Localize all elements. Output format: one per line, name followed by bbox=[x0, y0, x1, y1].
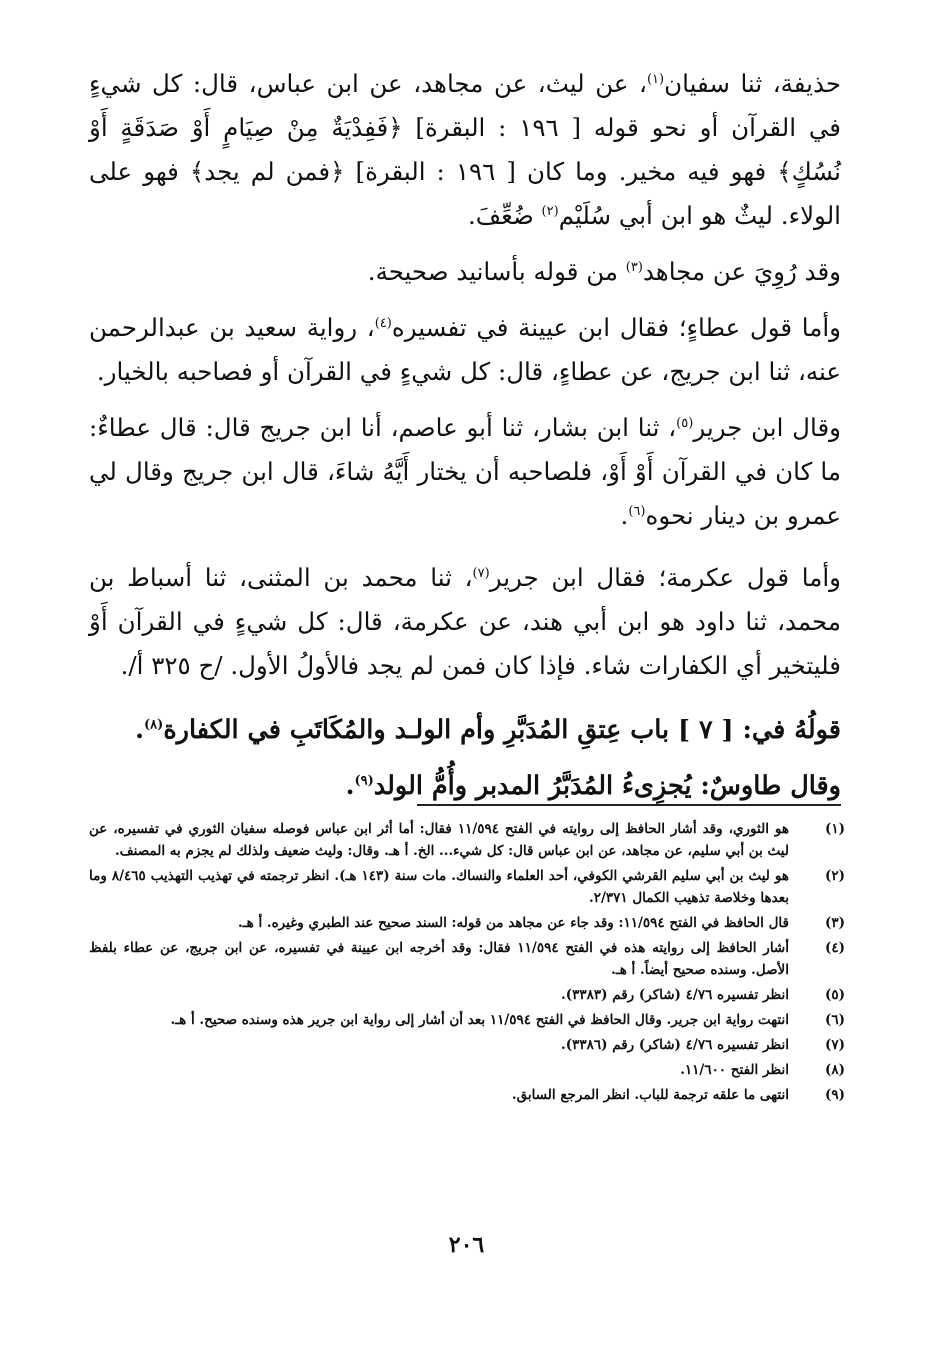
footnote-6 bbox=[89, 1009, 845, 1031]
paragraph-4-text-c: . bbox=[620, 501, 629, 530]
paragraph-5 bbox=[89, 556, 841, 688]
footnote-number: (٩) bbox=[824, 1087, 845, 1103]
paragraph-1-text-c: ضُعِّفَ. bbox=[467, 201, 542, 230]
footnote-divider bbox=[417, 804, 841, 806]
chapter-heading-subline-text: وقال طاوسٌ: يُجزِىءُ المُدَبَّرُ المدبر وأُمُّ الولد bbox=[373, 771, 841, 801]
paragraph-2-text-b: من قوله بأسانيد صحيحة. bbox=[367, 257, 626, 286]
chapter-heading-subline-end: . bbox=[345, 771, 355, 801]
footnote-text: انتهى ما علقه ترجمة للباب. انظر المرجع السابق. bbox=[511, 1087, 789, 1103]
paragraph-1 bbox=[89, 62, 841, 238]
footnote-8 bbox=[89, 1059, 845, 1081]
footnote-5 bbox=[89, 984, 845, 1006]
paragraph-1-text-a: حذيفة، ثنا سفيان bbox=[664, 69, 841, 98]
footnote-ref-3[interactable]: (٣) bbox=[625, 259, 643, 275]
footnote-ref-7[interactable]: (٧) bbox=[472, 565, 490, 581]
paragraph-2-text-a: وقد رُوِيَ عن مجاهد bbox=[642, 257, 841, 286]
paragraph-4 bbox=[89, 406, 841, 538]
footnote-text: هو ليث بن أبي سليم القرشي الكوفي، أحد العلماء والنساك. مات سنة (١٤٣ هـ). انظر ترجمته في تهذيب التهذيب ٨/٤٦٥ وما بعدها وخلاصة تذهيب الكمال ٢/٣٧١. bbox=[89, 868, 789, 906]
paragraph-3-text-b: ، رواية سعيد بن عبدالرحمن عنه، ثنا ابن جريج، عن عطاءٍ، قال: كل شيءٍ في القرآن أو فصاحبه بالخيار. bbox=[89, 313, 841, 386]
paragraph-3 bbox=[89, 306, 841, 394]
footnote-text: انتهت رواية ابن جرير. وقال الحافظ في الفتح ١١/٥٩٤ بعد أن أشار إلى رواية ابن جرير هذه وسنده صحيح. أ هـ. bbox=[170, 1012, 789, 1028]
footnote-3 bbox=[89, 912, 845, 934]
paragraph-5-text-a: وأما قول عكرمة؛ فقال ابن جرير bbox=[489, 563, 841, 592]
footnote-number: (٣) bbox=[824, 915, 845, 931]
footnote-1 bbox=[89, 818, 845, 862]
footnote-text: انظر تفسيره ٤/٧٦ (شاكر) رقم (٣٣٨٦). bbox=[561, 1037, 789, 1053]
footnote-2 bbox=[89, 865, 845, 909]
footnotes-section bbox=[89, 818, 845, 1109]
chapter-heading-text: قولُهُ في: [ ٧ ] باب عِتقِ المُدَبَّرِ وأم الولـد والمُكَاتَبِ في الكفارة bbox=[163, 715, 841, 745]
footnote-ref-6[interactable]: (٦) bbox=[628, 503, 646, 519]
footnote-ref-2[interactable]: (٢) bbox=[541, 203, 559, 219]
footnote-number: (١) bbox=[824, 821, 845, 837]
footnote-7 bbox=[89, 1034, 845, 1056]
main-text bbox=[89, 62, 841, 808]
footnote-ref-4[interactable]: (٤) bbox=[374, 315, 392, 331]
chapter-heading-subline bbox=[89, 764, 841, 808]
paragraph-4-text-a: وقال ابن جرير bbox=[693, 413, 841, 442]
footnote-number: (٤) bbox=[824, 940, 845, 956]
chapter-heading bbox=[89, 708, 841, 752]
footnote-text: قال الحافظ في الفتح ١١/٥٩٤: وقد جاء عن مجاهد من قوله: السند صحيح عند الطبري وغيره. أ هـ. bbox=[237, 915, 789, 931]
footnote-9 bbox=[89, 1084, 845, 1106]
footnote-number: (٢) bbox=[824, 868, 845, 884]
paragraph-2 bbox=[89, 250, 841, 294]
chapter-heading-end: . bbox=[135, 715, 145, 745]
footnote-text: أشار الحافظ إلى روايته هذه في الفتح ١١/٥٩٤ فقال: وقد أخرجه ابن عيينة في تفسيره، عن ابن جريج، عن عطاء بلفظ الأصل. وسنده صحيح أيضاً. أ هـ. bbox=[89, 940, 789, 978]
paragraph-3-text-a: وأما قول عطاءٍ؛ فقال ابن عيينة في تفسيره bbox=[391, 313, 841, 342]
footnote-number: (٧) bbox=[824, 1037, 845, 1053]
paragraph-4-text-b: ، ثنا ابن بشار، ثنا أبو عاصم، أنا ابن جريج قال: قال عطاءٌ: ما كان في القرآن أَوْ أَوْ، فلصاحبه أن يختار أَيَّهُ شاءَ، قال ابن جريج وقال لي عمرو بن دينار نحوه bbox=[89, 413, 841, 530]
page-number: ٢٠٦ bbox=[448, 1232, 485, 1258]
footnote-number: (٨) bbox=[824, 1062, 845, 1078]
footnote-text: هو الثوري، وقد أشار الحافظ إلى روايته في الفتح ١١/٥٩٤ فقال: أما أثر ابن عباس فوصله سفيان الثوري في تفسيره، عن ليث بن أبي سليم، عن مجاهد، عن ابن عباس قال: كل شيء... الخ. أ هـ. وقال: وليث ضعيف ولذلك لم يجزم به المصنف. bbox=[89, 821, 789, 859]
footnote-ref-9[interactable]: (٩) bbox=[354, 773, 374, 789]
paragraph-5-text-b: ، ثنا محمد بن المثنى، ثنا أسباط بن محمد، ثنا داود هو ابن أبي هند، عن عكرمة، قال: كل شيءٍ في القرآن أَوْ فليتخير أي الكفارات شاء. فإذا كان فمن لم يجد فالأولُ الأول. /ح ٣٢٥ أ/. bbox=[89, 563, 841, 680]
footnote-number: (٦) bbox=[824, 1012, 845, 1028]
footnote-ref-5[interactable]: (٥) bbox=[676, 415, 694, 431]
footnote-ref-1[interactable]: (١) bbox=[646, 71, 665, 87]
footnote-text: انظر الفتح ١١/٦٠٠. bbox=[680, 1062, 789, 1078]
paragraph-1-text-b: ، عن ليث، عن مجاهد، عن ابن عباس، قال: كل شيءٍ في القرآن أو نحو قوله [ ١٩٦ : البقرة] ﴿فَفِدْيَةٌ مِنْ صِيَامٍ أَوْ صَدَقَةٍ أَوْ نُسُكٍ﴾ فهو فيه مخير. وما كان [ ١٩٦ : البقرة] ﴿فمن لم يجد﴾ فهو على الولاء. ليثٌ هو ابن أبي سُلَيْم bbox=[89, 69, 841, 230]
footnote-4 bbox=[89, 937, 845, 981]
footnote-number: (٥) bbox=[824, 987, 845, 1003]
footnote-ref-8[interactable]: (٨) bbox=[144, 717, 164, 733]
footnote-text: انظر تفسيره ٤/٧٦ (شاكر) رقم (٣٣٨٣). bbox=[561, 987, 789, 1003]
